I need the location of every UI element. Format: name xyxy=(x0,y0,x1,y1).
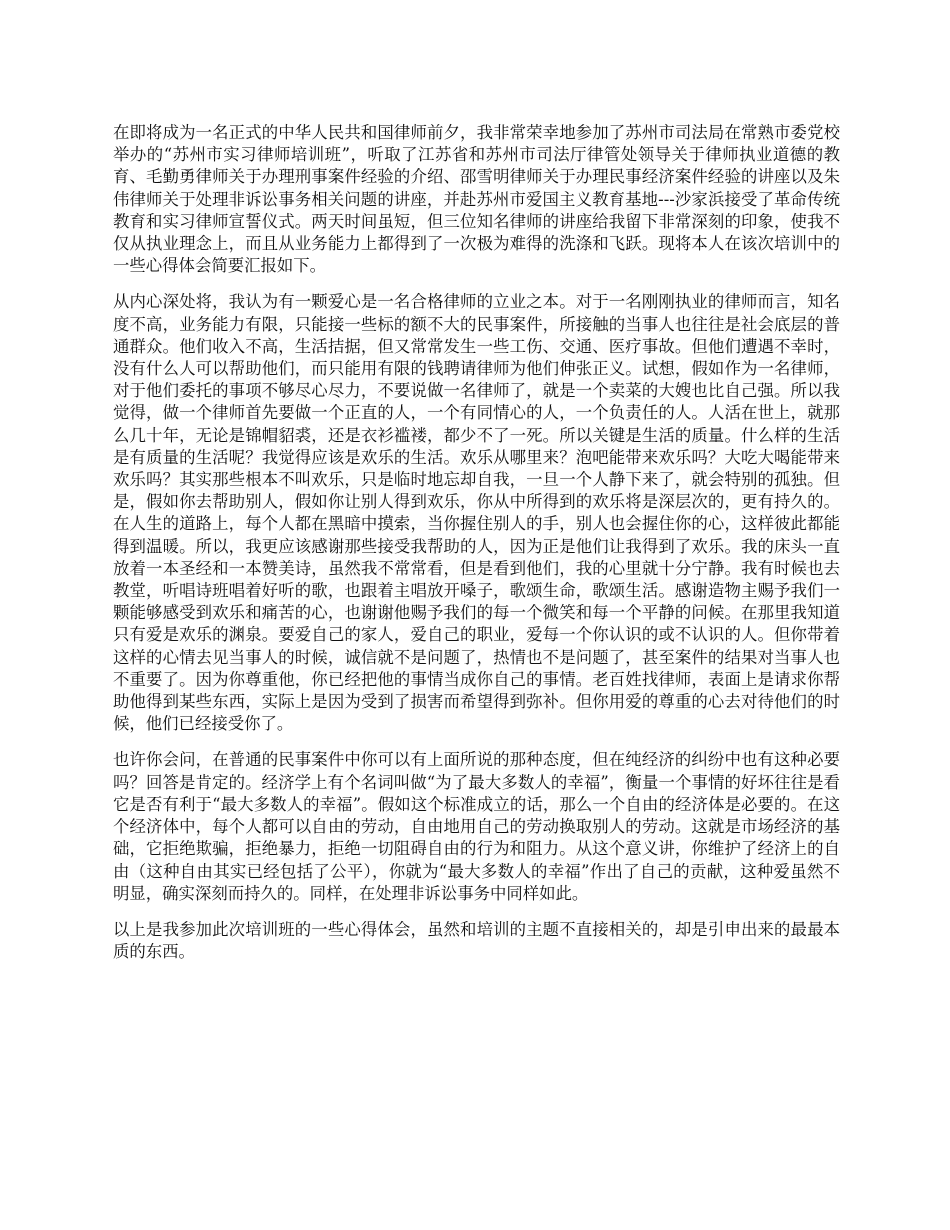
paragraph-love: 从内心深处将，我认为有一颗爱心是一名合格律师的立业之本。对于一名刚刚执业的律师而言，知名度不高，业务能力有限，只能接一些标的额不大的民事案件，所接触的当事人也往往是社会底层的普通群众。他们收入不高，生活拮据，但又常常发生一些工伤、交通、医疗事故。但他们遭遇不幸时，没有什么人可以帮助他们，而只能用有限的钱聘请律师为他们伸张正义。试想，假如作为一名律师，对于他们委托的事项不够尽心尽力，不要说做一名律师了，就是一个卖菜的大嫂也比自己强。所以我觉得，做一个律师首先要做一个正直的人，一个有同情心的人，一个负责任的人。人活在世上，就那么几十年，无论是锦帽貂裘，还是衣衫褴褛，都少不了一死。所以关键是生活的质量。什么样的生活是有质量的生活呢？我觉得应该是欢乐的生活。欢乐从哪里来？泡吧能带来欢乐吗？大吃大喝能带来欢乐吗？其实那些根本不叫欢乐，只是临时地忘却自我，一旦一个人静下来了，就会特别的孤独。但是，假如你去帮助别人，假如你让别人得到欢乐，你从中所得到的欢乐将是深层次的，更有持久的。在人生的道路上，每个人都在黑暗中摸索，当你握住别人的手，别人也会握住你的心，这样彼此都能得到温暖。所以，我更应该感谢那些接受我帮助的人，因为正是他们让我得到了欢乐。我的床头一直放着一本圣经和一本赞美诗，虽然我不常常看，但是看到他们，我的心里就十分宁静。我有时候也去教堂，听唱诗班唱着好听的歌，也跟着主唱放开嗓子，歌颂生命，歌颂生活。感谢造物主赐予我们一颗能够感受到欢乐和痛苦的心，也谢谢他赐予我们的每一个微笑和每一个平静的问候。在那里我知道只有爱是欢乐的渊泉。要爱自己的家人，爱自己的职业，爱每一个你认识的或不认识的人。但你带着这样的心情去见当事人的时候，诚信就不是问题了，热情也不是问题了，甚至案件的结果对当事人也不重要了。因为你尊重他，你已经把他的事情当成你自己的事情。老百姓找律师，表面上是请求你帮助他得到某些东西，实际上是因为受到了损害而希望得到弥补。但你用爱的尊重的心去对待他们的时候，他们已经接受你了。 xyxy=(113,292,840,734)
paragraph-conclusion: 以上是我参加此次培训班的一些心得体会，虽然和培训的主题不直接相关的，却是引申出来的最最本质的东西。 xyxy=(113,919,840,962)
paragraph-economy: 也许你会问，在普通的民事案件中你可以有上面所说的那种态度，但在纯经济的纠纷中也有这种必要吗？回答是肯定的。经济学上有个名词叫做“为了最大多数人的幸福”，衡量一个事情的好坏往往是看它是否有利于“最大多数人的幸福”。假如这个标准成立的话，那么一个自由的经济体是必要的。在这个经济体中，每个人都可以自由的劳动，自由地用自己的劳动换取别人的劳动。这就是市场经济的基础，它拒绝欺骗，拒绝暴力，拒绝一切阻碍自由的行为和阻力。从这个意义讲，你维护了经济上的自由（这种自由其实已经包括了公平），你就为“最大多数人的幸福”作出了自己的贡献，这种爱虽然不明显，确实深刻而持久的。同样，在处理非诉讼事务中同样如此。 xyxy=(113,750,840,903)
document-body xyxy=(113,122,840,977)
paragraph-intro: 在即将成为一名正式的中华人民共和国律师前夕，我非常荣幸地参加了苏州市司法局在常熟市委党校举办的“苏州市实习律师培训班”，听取了江苏省和苏州市司法厅律管处领导关于律师执业道德的教育、毛勤勇律师关于办理刑事案件经验的介绍、邵雪明律师关于办理民事经济案件经验的讲座以及朱伟律师关于处理非诉讼事务相关问题的讲座，并赴苏州市爱国主义教育基地---沙家浜接受了革命传统教育和实习律师宣誓仪式。两天时间虽短，但三位知名律师的讲座给我留下非常深刻的印象，使我不仅从执业理念上，而且从业务能力上都得到了一次极为难得的洗涤和飞跃。现将本人在该次培训中的一些心得体会简要汇报如下。 xyxy=(113,123,840,276)
